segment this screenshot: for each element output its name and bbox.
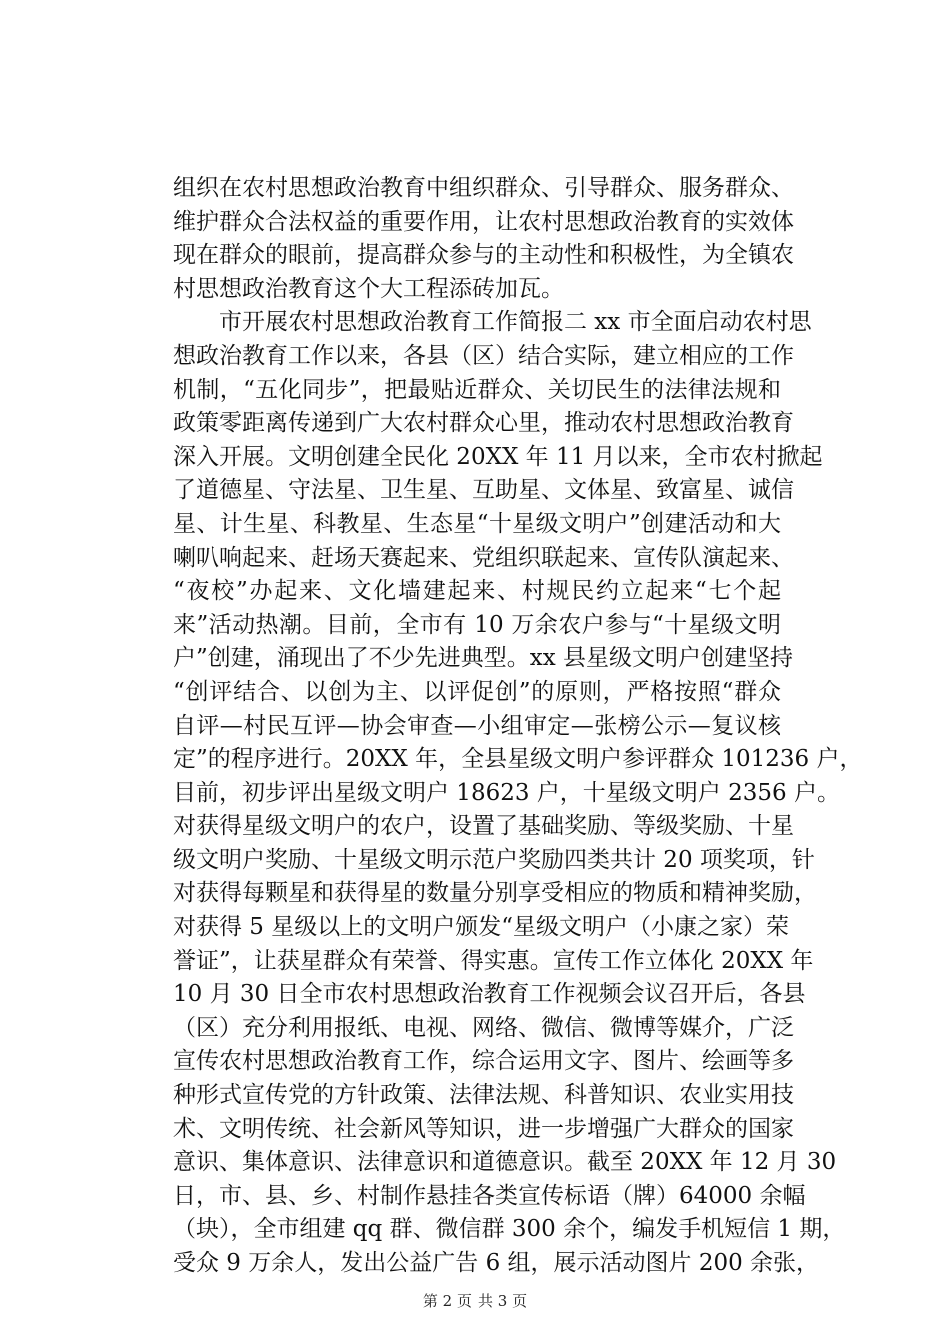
text-line: 现在群众的眼前，提高群众参与的主动性和积极性，为全镇农 [173, 242, 794, 269]
text-line: 目前，初步评出星级文明户 18623 户，十星级文明户 2356 户。 [173, 779, 840, 806]
text-line: 术、文明传统、社会新风等知识，进一步增强广大群众的国家 [173, 1115, 794, 1142]
text-line: 对获得星级文明户的农户，设置了基础奖励、等级奖励、十星 [173, 813, 794, 840]
text-line: 誉证”，让获星群众有荣誉、得实惠。宣传工作立体化 20XX 年 [173, 947, 814, 974]
body-text [173, 172, 863, 1281]
text-line: 对获得每颗星和获得星的数量分别享受相应的物质和精神奖励， [173, 880, 817, 907]
text-line: 日，市、县、乡、村制作悬挂各类宣传标语（牌）64000 余幅 [173, 1182, 806, 1209]
page-total: 共 3 页 [478, 1292, 528, 1310]
text-line: （区）充分利用报纸、电视、网络、微信、微博等媒介，广泛 [173, 1014, 794, 1041]
page-number: 第 2 页 [422, 1292, 472, 1310]
text-line: 喇叭响起来、赶场天赛起来、党组织联起来、宣传队演起来、 [173, 544, 794, 571]
text-line: 深入开展。文明创建全民化 20XX 年 11 月以来，全市农村掀起 [173, 443, 823, 470]
text-line: 受众 9 万余人，发出公益广告 6 组，展示活动图片 200 余张， [173, 1250, 820, 1276]
text-line: （块），全市组建 qq 群、微信群 300 余个，编发手机短信 1 期， [173, 1216, 846, 1243]
text-line: 组织在农村思想政治教育中组织群众、引导群众、服务群众、 [173, 175, 794, 201]
text-line: 政策零距离传递到广大农村群众心里，推动农村思想政治教育 [173, 410, 794, 437]
text-line: 来”活动热潮。目前，全市有 10 万余农户参与“十星级文明 [173, 611, 781, 638]
text-line: 星、计生星、科教星、生态星“十星级文明户”创建活动和大 [173, 510, 781, 537]
text-line: 种形式宣传党的方针政策、法律法规、科普知识、农业实用技 [173, 1082, 794, 1109]
text-line: 想政治教育工作以来，各县（区）结合实际，建立相应的工作 [173, 342, 794, 369]
text-line: 自评—村民互评—协会审查—小组审定—张榜公示—复议核 [173, 712, 781, 739]
paragraph-start-line: 市开展农村思想政治教育工作简报二 xx 市全面启动农村思 [219, 309, 812, 336]
page-footer [0, 1292, 950, 1310]
text-line: 定”的程序进行。20XX 年，全县星级文明户参评群众 101236 户， [173, 746, 863, 773]
text-line: 了道德星、守法星、卫生星、互助星、文体星、致富星、诚信 [173, 477, 794, 504]
text-line: 村思想政治教育这个大工程添砖加瓦。 [173, 275, 564, 302]
text-line: 意识、集体意识、法律意识和道德意识。截至 20XX 年 12 月 30 [173, 1149, 837, 1176]
text-line: 对获得 5 星级以上的文明户颁发“星级文明户（小康之家）荣 [173, 914, 790, 941]
text-line: 10 月 30 日全市农村思想政治教育工作视频会议召开后，各县 [173, 981, 806, 1008]
text-line: 宣传农村思想政治教育工作，综合运用文字、图片、绘画等多 [173, 1048, 794, 1075]
text-line: 维护群众合法权益的重要作用，让农村思想政治教育的实效体 [173, 208, 794, 235]
text-line: “夜校”办起来、文化墙建起来、村规民约立起来“七个起 [173, 578, 781, 605]
text-line: 户”创建，涌现出了不少先进典型。xx 县星级文明户创建坚持 [173, 645, 794, 672]
text-line: “创评结合、以创为主、以评促创”的原则，严格按照“群众 [173, 678, 781, 705]
text-line: 机制，“五化同步”，把最贴近群众、关切民生的法律法规和 [173, 376, 781, 403]
text-line: 级文明户奖励、十星级文明示范户奖励四类共计 20 项奖项，针 [173, 846, 815, 873]
